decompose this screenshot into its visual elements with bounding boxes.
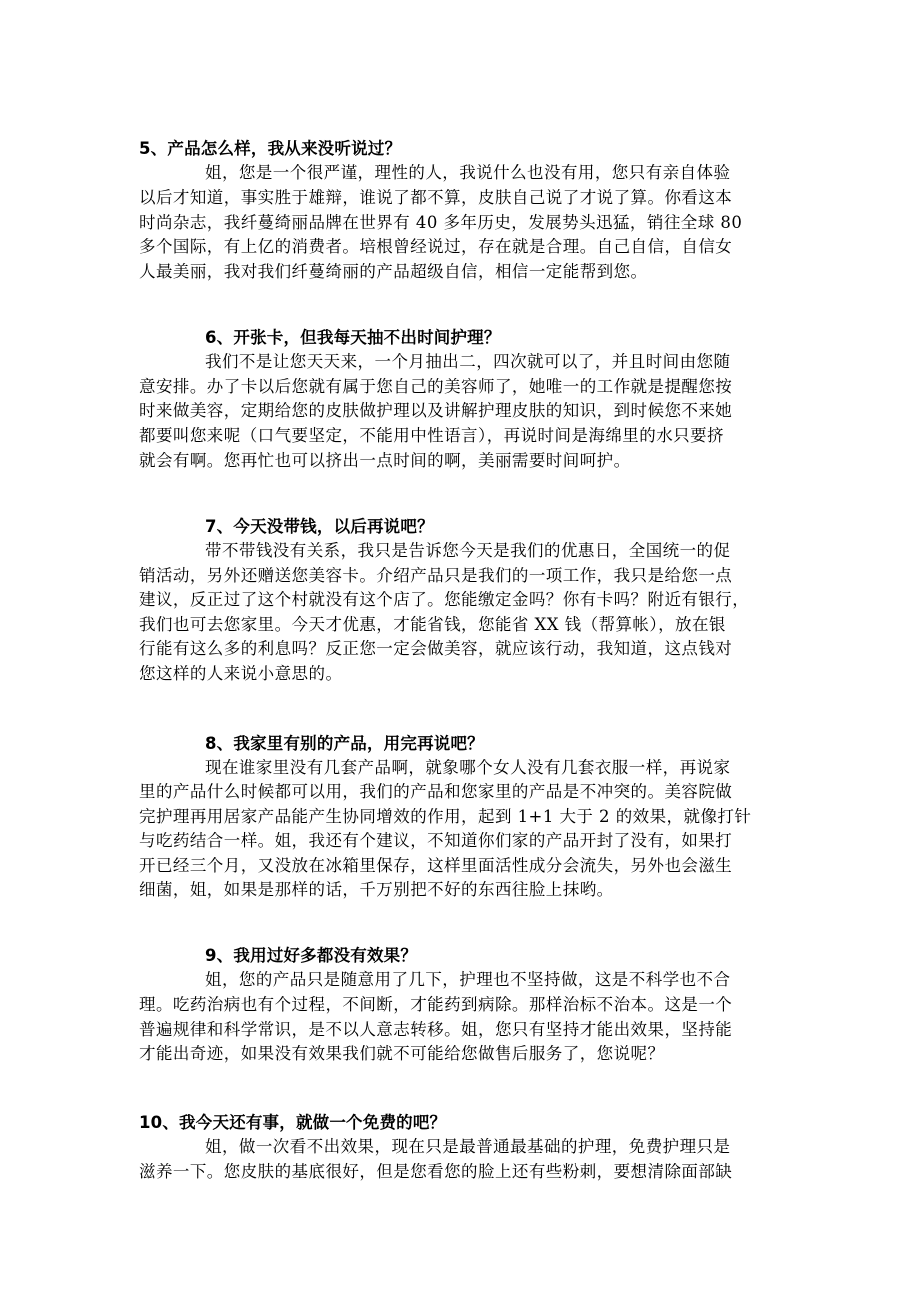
paragraph-line: 完护理再用居家产品能产生协同增效的作用，起到 1+1 大于 2 的效果，就像打针 [139, 807, 752, 826]
paragraph-line: 人最美丽，我对我们纤蔓绮丽的产品超级自信，相信一定能帮到您。 [139, 262, 648, 281]
paragraph-line: 姐，您是一个很严谨，理性的人，我说什么也没有用，您只有亲自体验 [205, 163, 731, 182]
paragraph-line: 普遍规律和科学常识，是不以人意志转移。姐，您只有坚持才能出效果，坚持能 [139, 1020, 733, 1039]
section-heading: 7、今天没带钱，以后再说吧？ [205, 517, 434, 536]
paragraph-line: 与吃药结合一样。姐，我还有个建议，不知道你们家的产品开封了没有，如果打 [139, 831, 733, 850]
paragraph-line: 带不带钱没有关系，我只是告诉您今天是我们的优惠日，全国统一的促 [205, 541, 731, 560]
section-heading: 5、产品怎么样，我从来没听说过？ [139, 139, 402, 158]
paragraph-line: 姐，做一次看不出效果，现在只是最普通最基础的护理，免费护理只是 [205, 1137, 731, 1156]
paragraph-line: 以后才知道，事实胜于雄辩，谁说了都不算，皮肤自己说了才说了算。你看这本 [139, 188, 733, 207]
section-heading: 6、开张卡，但我每天抽不出时间护理？ [205, 328, 501, 347]
section-heading: 8、我家里有别的产品，用完再说吧？ [205, 734, 484, 753]
paragraph-line: 我们也可去您家里。今天才优惠，才能省钱，您能省 XX 钱（帮算帐），放在银 [139, 615, 726, 634]
paragraph-line: 开已经三个月，又没放在冰箱里保存，这样里面活性成分会流失，另外也会滋生 [139, 856, 733, 875]
paragraph-line: 时尚杂志，我纤蔓绮丽品牌在世界有 40 多年历史，发展势头迅猛，销往全球 80 [139, 213, 743, 232]
paragraph-line: 才能出奇迹，如果没有效果我们就不可能给您做售后服务了，您说呢？ [139, 1044, 665, 1063]
paragraph-line: 就会有啊。您再忙也可以挤出一点时间的啊，美丽需要时间呵护。 [139, 451, 631, 470]
paragraph-line: 滋养一下。您皮肤的基底很好，但是您看您的脸上还有些粉刺，要想清除面部缺 [139, 1162, 733, 1181]
paragraph-line: 我们不是让您天天来，一个月抽出二，四次就可以了，并且时间由您随 [205, 352, 731, 371]
paragraph-line: 建议，反正过了这个村就没有这个店了。您能缴定金吗？你有卡吗？附近有银行， [139, 590, 750, 609]
paragraph-line: 细菌，姐，如果是那样的话，千万别把不好的东西往脸上抹哟。 [139, 880, 614, 899]
paragraph-line: 销活动，另外还赠送您美容卡。介绍产品只是我们的一项工作，我只是给您一点 [139, 566, 733, 585]
paragraph-line: 时来做美容，定期给您的皮肤做护理以及讲解护理皮肤的知识，到时候您不来她 [139, 401, 733, 420]
paragraph-line: 多个国际，有上亿的消费者。培根曾经说过，存在就是合理。自己自信，自信女 [139, 237, 733, 256]
paragraph-line: 姐，您的产品只是随意用了几下，护理也不坚持做，这是不科学也不合 [205, 970, 731, 989]
paragraph-line: 意安排。办了卡以后您就有属于您自己的美容师了，她唯一的工作就是提醒您按 [139, 377, 733, 396]
paragraph-line: 里的产品什么时候都可以用，我们的产品和您家里的产品是不冲突的。美容院做 [139, 782, 733, 801]
paragraph-line: 行能有这么多的利息吗？反正您一定会做美容，就应该行动，我知道，这点钱对 [139, 639, 733, 658]
section-heading: 9、我用过好多都没有效果？ [205, 946, 418, 965]
paragraph-line: 现在谁家里没有几套产品啊，就象哪个女人没有几套衣服一样，再说家 [205, 758, 731, 777]
section-heading: 10、我今天还有事，就做一个免费的吧？ [139, 1113, 447, 1132]
paragraph-line: 都要叫您来呢（口气要坚定，不能用中性语言），再说时间是海绵里的水只要挤 [139, 426, 724, 445]
paragraph-line: 理。吃药治病也有个过程，不间断，才能药到病除。那样治标不治本。这是一个 [139, 995, 733, 1014]
paragraph-line: 您这样的人来说小意思的。 [139, 664, 343, 683]
